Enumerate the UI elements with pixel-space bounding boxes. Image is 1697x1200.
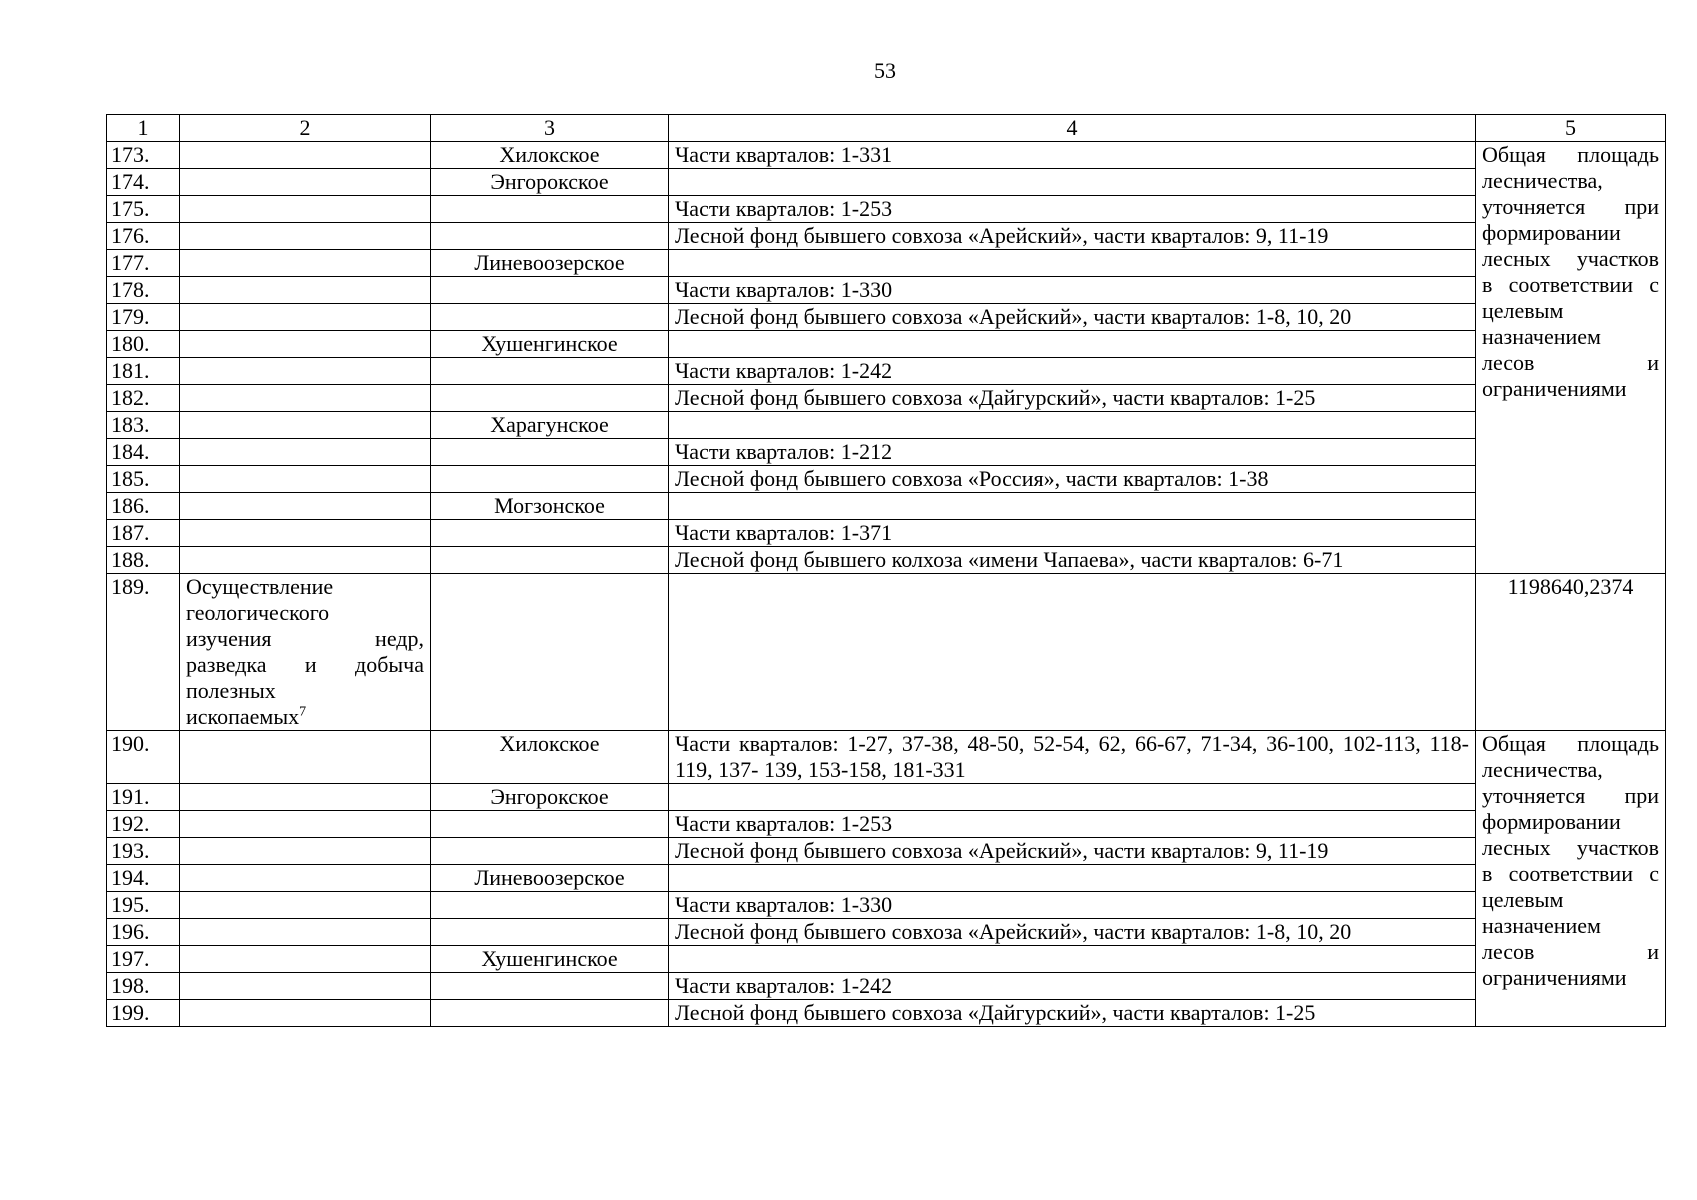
activity-type <box>180 169 431 196</box>
row-number: 177. <box>107 250 180 277</box>
forestry-name <box>431 574 669 731</box>
forestry-name: Линевоозерское <box>431 250 669 277</box>
activity-type <box>180 865 431 892</box>
row-number: 174. <box>107 169 180 196</box>
row-number: 183. <box>107 412 180 439</box>
remark-line: формировании <box>1482 220 1621 245</box>
activity-type <box>180 811 431 838</box>
activity-line: ископаемых <box>186 704 300 729</box>
table-row <box>107 331 1666 358</box>
remark-line: в соответствии с <box>1482 272 1659 297</box>
table-row <box>107 1000 1666 1027</box>
forestry-name <box>431 439 669 466</box>
quarter-details <box>669 169 1476 196</box>
row-number: 199. <box>107 1000 180 1027</box>
page-number: 53 <box>874 58 896 83</box>
table-row <box>107 784 1666 811</box>
row-number: 197. <box>107 946 180 973</box>
quarter-details: Лесной фонд бывшего совхоза «Россия», части кварталов: 1-38 <box>669 466 1476 493</box>
table-row <box>107 811 1666 838</box>
activity-type <box>180 331 431 358</box>
quarter-details <box>669 493 1476 520</box>
table-row <box>107 142 1666 169</box>
row-number: 176. <box>107 223 180 250</box>
table-row <box>107 520 1666 547</box>
quarter-details: Части кварталов: 1-253 <box>669 811 1476 838</box>
table-row <box>107 973 1666 1000</box>
forestry-name: Линевоозерское <box>431 865 669 892</box>
remark-line: лесов и <box>1482 939 1659 964</box>
row-number: 173. <box>107 142 180 169</box>
table-row <box>107 385 1666 412</box>
activity-type <box>180 439 431 466</box>
forestry-name <box>431 466 669 493</box>
forestry-name: Энгорокское <box>431 169 669 196</box>
activity-type <box>180 250 431 277</box>
remark-line: в соответствии с <box>1482 861 1659 886</box>
table-row <box>107 838 1666 865</box>
row-number: 178. <box>107 277 180 304</box>
remark-line: Общая площадь <box>1482 731 1659 756</box>
activity-line-wrap <box>186 704 424 730</box>
table-row <box>107 169 1666 196</box>
remark-line: уточняется при <box>1482 194 1659 219</box>
footnote-marker: 7 <box>299 704 307 720</box>
quarter-details: Части кварталов: 1-371 <box>669 520 1476 547</box>
table-row <box>107 574 1666 731</box>
table-row <box>107 946 1666 973</box>
activity-type <box>180 520 431 547</box>
header-col-1: 1 <box>107 115 180 142</box>
activity-type <box>180 838 431 865</box>
activity-type <box>180 574 431 731</box>
forestry-name <box>431 277 669 304</box>
row-number: 194. <box>107 865 180 892</box>
quarter-details: Части кварталов: 1-330 <box>669 277 1476 304</box>
remark-line: лесов и <box>1482 350 1659 375</box>
forestry-name <box>431 358 669 385</box>
quarter-details: Части кварталов: 1-330 <box>669 892 1476 919</box>
quarter-details: Лесной фонд бывшего совхоза «Арейский», части кварталов: 9, 11-19 <box>669 838 1476 865</box>
forestry-name: Энгорокское <box>431 784 669 811</box>
quarter-details: Части кварталов: 1-27, 37-38, 48-50, 52-54, 62, 66-67, 71-34, 36-100, 102-113, 118-119, 137- 139, 153-158, 181-331 <box>669 731 1476 784</box>
quarter-details <box>669 784 1476 811</box>
table-row <box>107 412 1666 439</box>
activity-type <box>180 304 431 331</box>
remark-line: лесничества, <box>1482 757 1603 782</box>
forestry-name <box>431 811 669 838</box>
forestry-name <box>431 1000 669 1027</box>
activity-line: разведка и добыча <box>186 652 424 677</box>
activity-type <box>180 919 431 946</box>
activity-type <box>180 196 431 223</box>
table-row <box>107 304 1666 331</box>
quarter-details: Лесной фонд бывшего совхоза «Арейский», части кварталов: 1-8, 10, 20 <box>669 304 1476 331</box>
row-number: 195. <box>107 892 180 919</box>
table-row <box>107 731 1666 784</box>
row-number: 196. <box>107 919 180 946</box>
forestry-name <box>431 385 669 412</box>
row-number: 175. <box>107 196 180 223</box>
row-number: 182. <box>107 385 180 412</box>
forestry-name <box>431 223 669 250</box>
row-number: 180. <box>107 331 180 358</box>
forestry-name: Могзонское <box>431 493 669 520</box>
quarter-details: Части кварталов: 1-253 <box>669 196 1476 223</box>
row-number: 193. <box>107 838 180 865</box>
table-row <box>107 892 1666 919</box>
remark-line: Общая площадь <box>1482 142 1659 167</box>
remark-line: назначением <box>1482 913 1601 938</box>
quarter-details: Лесной фонд бывшего совхоза «Арейский», части кварталов: 1-8, 10, 20 <box>669 919 1476 946</box>
header-col-2: 2 <box>180 115 431 142</box>
table-row <box>107 919 1666 946</box>
activity-type <box>180 223 431 250</box>
header-col-4: 4 <box>669 115 1476 142</box>
table-row <box>107 865 1666 892</box>
table-row <box>107 196 1666 223</box>
activity-line: Осуществление <box>186 574 334 599</box>
activity-type <box>180 973 431 1000</box>
total-area: 1198640,2374 <box>1476 574 1666 731</box>
activity-type <box>180 946 431 973</box>
row-number: 198. <box>107 973 180 1000</box>
forestry-table <box>106 114 1666 1027</box>
quarter-details <box>669 865 1476 892</box>
table-row <box>107 277 1666 304</box>
quarter-details <box>669 412 1476 439</box>
forestry-name <box>431 547 669 574</box>
forestry-name: Харагунское <box>431 412 669 439</box>
quarter-details: Части кварталов: 1-242 <box>669 358 1476 385</box>
activity-type <box>180 142 431 169</box>
activity-line: изучения недр, <box>186 626 424 651</box>
quarter-details <box>669 574 1476 731</box>
remark-line: ограничениями <box>1482 965 1627 990</box>
remark-line: лесничества, <box>1482 168 1603 193</box>
row-number: 187. <box>107 520 180 547</box>
activity-type <box>180 466 431 493</box>
quarter-details: Лесной фонд бывшего совхоза «Арейский», части кварталов: 9, 11-19 <box>669 223 1476 250</box>
table-row <box>107 358 1666 385</box>
row-number: 185. <box>107 466 180 493</box>
quarter-details: Части кварталов: 1-331 <box>669 142 1476 169</box>
table-row <box>107 547 1666 574</box>
row-number: 186. <box>107 493 180 520</box>
table-row <box>107 223 1666 250</box>
quarter-details: Лесной фонд бывшего совхоза «Дайгурский», части кварталов: 1-25 <box>669 1000 1476 1027</box>
quarter-details <box>669 250 1476 277</box>
forestry-name: Хушенгинское <box>431 946 669 973</box>
forestry-name <box>431 304 669 331</box>
activity-type <box>180 1000 431 1027</box>
forestry-name <box>431 919 669 946</box>
activity-type <box>180 412 431 439</box>
remark-line: назначением <box>1482 324 1601 349</box>
header-col-3: 3 <box>431 115 669 142</box>
forestry-name: Хилокское <box>431 731 669 784</box>
remark-line: ограничениями <box>1482 376 1627 401</box>
forestry-name <box>431 838 669 865</box>
quarter-details: Части кварталов: 1-242 <box>669 973 1476 1000</box>
activity-type <box>180 784 431 811</box>
forestry-name: Хилокское <box>431 142 669 169</box>
forestry-name <box>431 973 669 1000</box>
row-number: 184. <box>107 439 180 466</box>
remark-line: уточняется при <box>1482 783 1659 808</box>
forestry-name <box>431 520 669 547</box>
quarter-details: Лесной фонд бывшего колхоза «имени Чапаева», части кварталов: 6-71 <box>669 547 1476 574</box>
quarter-details <box>669 946 1476 973</box>
quarter-details: Части кварталов: 1-212 <box>669 439 1476 466</box>
remark-line: целевым <box>1482 298 1564 323</box>
quarter-details <box>669 331 1476 358</box>
row-number: 190. <box>107 731 180 784</box>
remark-line: лесных участков <box>1482 246 1659 271</box>
table-row <box>107 466 1666 493</box>
row-number: 188. <box>107 547 180 574</box>
forestry-name <box>431 892 669 919</box>
table-row <box>107 250 1666 277</box>
remark-line: лесных участков <box>1482 835 1659 860</box>
table-row <box>107 493 1666 520</box>
remark-cell <box>1476 731 1666 1027</box>
row-number: 189. <box>107 574 180 731</box>
activity-type <box>180 493 431 520</box>
row-number: 179. <box>107 304 180 331</box>
activity-type <box>180 731 431 784</box>
quarter-details: Лесной фонд бывшего совхоза «Дайгурский», части кварталов: 1-25 <box>669 385 1476 412</box>
activity-line: полезных <box>186 678 276 703</box>
row-number: 181. <box>107 358 180 385</box>
remark-cell <box>1476 142 1666 574</box>
remark-line: формировании <box>1482 809 1621 834</box>
row-number: 192. <box>107 811 180 838</box>
forestry-name <box>431 196 669 223</box>
activity-type <box>180 892 431 919</box>
forestry-name: Хушенгинское <box>431 331 669 358</box>
activity-type <box>180 358 431 385</box>
activity-type <box>180 385 431 412</box>
row-number: 191. <box>107 784 180 811</box>
header-col-5: 5 <box>1476 115 1666 142</box>
activity-type <box>180 547 431 574</box>
table-row <box>107 439 1666 466</box>
activity-type <box>180 277 431 304</box>
header-row <box>107 115 1666 142</box>
activity-line: геологического <box>186 600 330 625</box>
remark-line: целевым <box>1482 887 1564 912</box>
